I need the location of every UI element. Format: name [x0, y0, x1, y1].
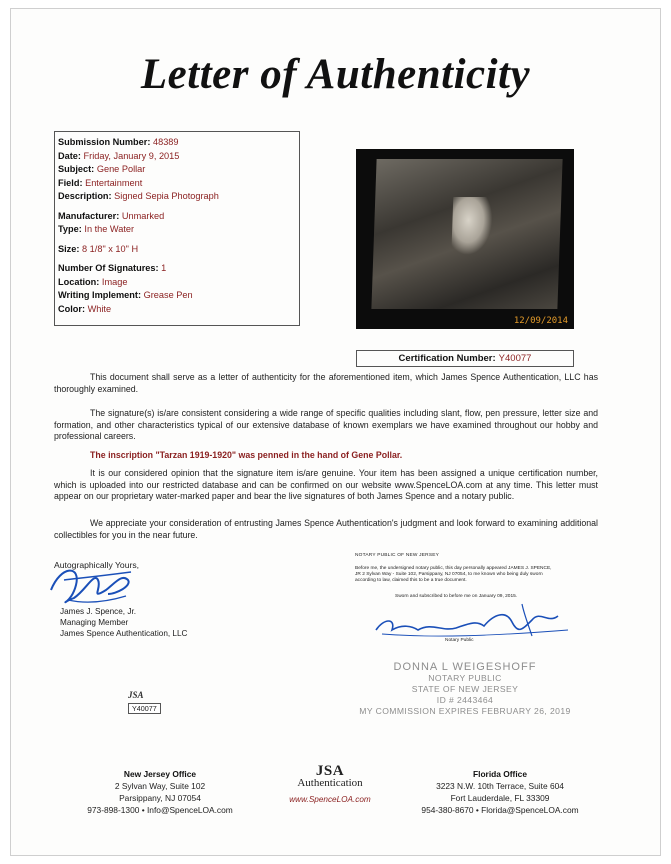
cert-label: Certification Number: — [398, 353, 496, 364]
nj-office — [70, 768, 250, 816]
notary-stamp-name: DONNA L WEIGESHOFF — [393, 661, 537, 673]
item-details-box — [54, 131, 300, 326]
item-photo — [356, 149, 574, 329]
paragraph-intro: This document shall serve as a letter of authenticity for the aforementioned item, which James Spence Authentication, LLC has thoroughly examined. — [54, 372, 598, 394]
closing-salutation: Autographically Yours, — [54, 560, 140, 570]
paragraph-closing: We appreciate your consideration of entrusting James Spence Authentication's judgment and look forward to examining additional collectibles for you in the near future. — [54, 518, 598, 540]
notary-stamp-line1: NOTARY PUBLIC — [428, 673, 502, 683]
detail-submission: Submission Number: 48389 — [58, 137, 179, 147]
detail-manufacturer: Manufacturer: Unmarked — [58, 210, 165, 221]
detail-size: Size: 8 1/8" x 10" H — [58, 243, 139, 254]
signer-company: James Spence Authentication, LLC — [60, 629, 188, 638]
inscription-note: The inscription "Tarzan 1919-1920" was penned in the hand of Gene Pollar. — [90, 450, 403, 460]
spence-signature — [46, 560, 136, 612]
detail-signatures: Number Of Signatures: 1 — [58, 263, 167, 273]
notary-stamp-id: ID # 2443464 — [436, 695, 494, 705]
paragraph-consistency: The signature(s) is/are consistent considering a wide range of specific qualities including slant, flow, pen pressure, letter size and formation, and other characteristics typical of our extensive database of known exemplars we have examined throughout our hobby and professional careers. — [54, 408, 598, 441]
notary-stamp-line2: STATE OF NEW JERSEY — [411, 684, 519, 694]
fl-office-address2: Fort Lauderdale, FL 33309 — [450, 793, 550, 803]
detail-type: Type: In the Water — [58, 224, 135, 234]
jsa-logo-name: Authentication — [297, 777, 363, 789]
letter-title: Letter of Authenticity — [140, 51, 531, 98]
fl-office-address1: 3223 N.W. 10th Terrace, Suite 604 — [436, 781, 564, 791]
photo-date-stamp: 12/09/2014 — [513, 316, 568, 326]
swimmer-figure — [451, 197, 493, 255]
detail-date: Date: Friday, January 9, 2015 — [58, 150, 180, 161]
fl-office — [410, 768, 590, 816]
detail-description: Description: Signed Sepia Photograph — [58, 191, 219, 201]
jsa-tag-code: Y40077 — [128, 703, 161, 714]
notary-statement: Before me, the undersigned notary public, this day personally appeared JAMES J. SPENCE, JR 2 Sylvan Way - Suite 102, Parsippany, NJ 07054, to me known who being duly sworn according to law, claimed this to be a true document. — [355, 566, 552, 584]
cert-value: Y40077 — [498, 353, 532, 364]
website-url: www.SpenceLOA.com — [289, 795, 371, 804]
notary-public-label: Notary Public — [445, 638, 474, 643]
notary-stamp — [355, 662, 575, 717]
fl-office-heading: Florida Office — [473, 769, 527, 779]
signer-block — [60, 606, 187, 639]
detail-subject: Subject: Gene Pollar — [58, 164, 146, 174]
sepia-photograph — [371, 159, 562, 309]
paragraph-opinion: It is our considered opinion that the signature item is/are genuine. Your item has been assigned a unique certification number, which is uploaded into our restricted database and can be confirmed on our website www.SpenceLOA.com at any time. This letter must appear on our proprietary water-marked paper and bear the live signatures of both James Spence and a notary public. — [54, 468, 598, 501]
nj-office-address1: 2 Sylvan Way, Suite 102 — [114, 781, 206, 791]
nj-office-heading: New Jersey Office — [123, 769, 197, 779]
jsa-logo — [270, 763, 390, 804]
certification-number-box — [356, 350, 574, 367]
signer-role: Managing Member — [60, 618, 129, 627]
jsa-tag-mark: JSA — [128, 690, 144, 700]
jsa-hologram-tag — [118, 690, 178, 716]
detail-location: Location: Image — [58, 276, 128, 287]
fl-office-contact: 954-380-8670 • Florida@SpenceLOA.com — [421, 805, 579, 815]
notary-heading: NOTARY PUBLIC OF NEW JERSEY — [355, 553, 440, 558]
detail-writing-implement: Writing Implement: Grease Pen — [58, 290, 193, 300]
detail-field: Field: Entertainment — [58, 177, 143, 188]
notary-sworn-line: Sworn and subscribed to before me on January 09, 2015. — [395, 594, 518, 599]
signer-name: James J. Spence, Jr. — [60, 607, 136, 616]
jsa-logo-mark: JSA — [315, 763, 345, 779]
detail-color: Color: White — [58, 303, 112, 314]
notary-stamp-expiry: MY COMMISSION EXPIRES FEBRUARY 26, 2019 — [359, 706, 571, 716]
nj-office-address2: Parsippany, NJ 07054 — [119, 793, 201, 803]
nj-office-contact: 973-898-1300 • Info@SpenceLOA.com — [87, 805, 233, 815]
notary-signature — [372, 600, 572, 642]
